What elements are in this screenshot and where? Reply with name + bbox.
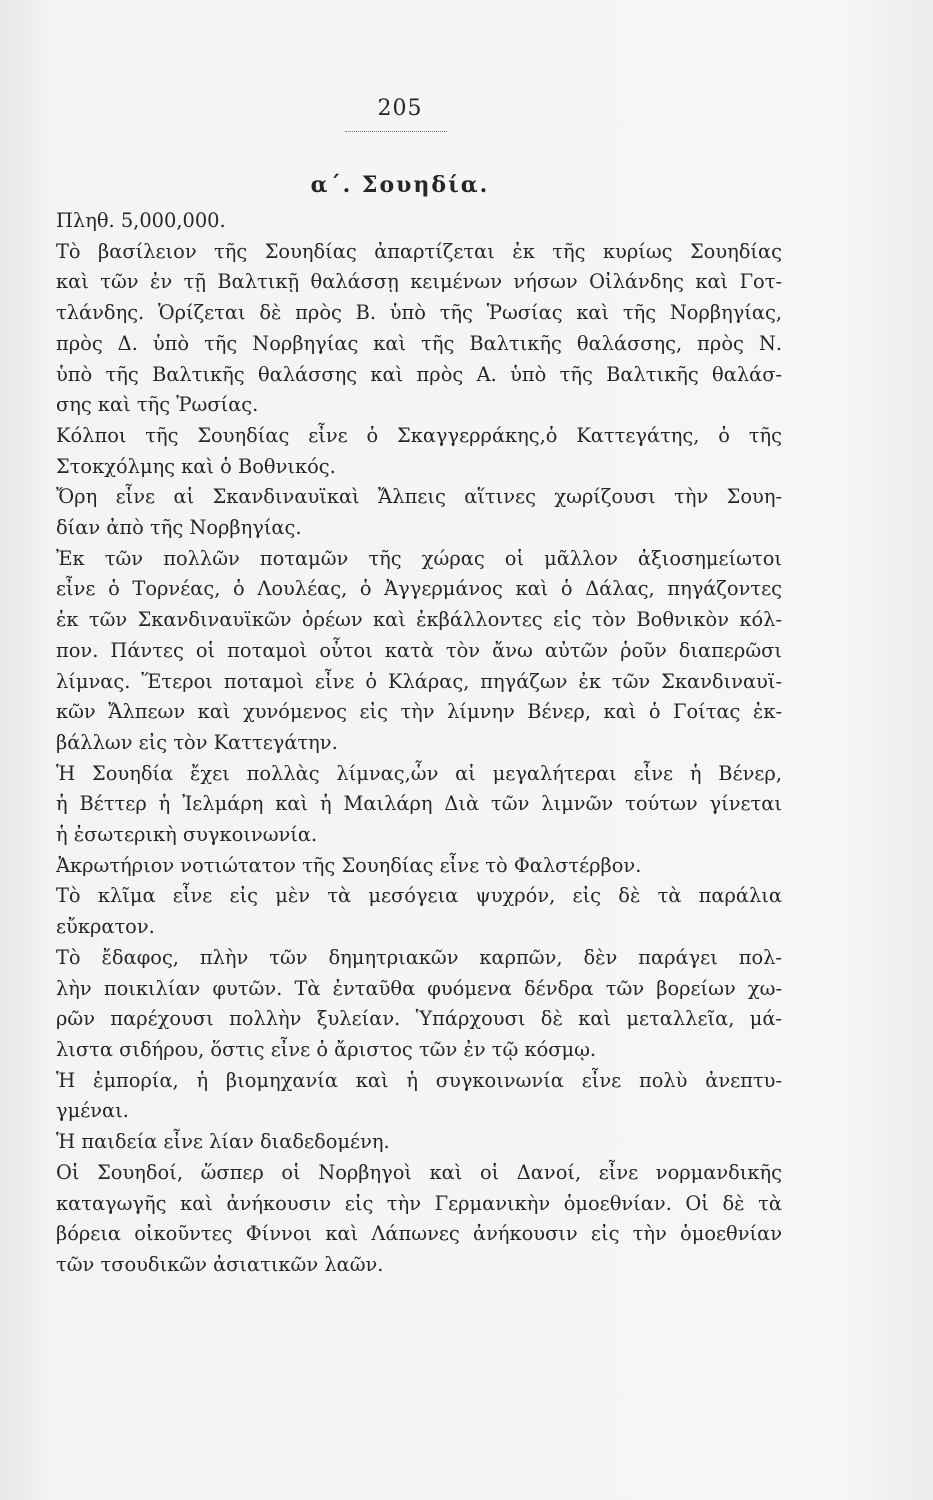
text-line: Τὸ βασίλειον τῆς Σουηδίας ἀπαρτίζεται ἐκ τῆς κυρίως Σουηδίας xyxy=(56,239,782,263)
text-line: τλάνδης. Ὁρίζεται δὲ πρὸς Β. ὑπὸ τῆς Ῥωσίας καὶ τῆς Νορβηγίας, xyxy=(56,301,782,325)
text-line: εἶνε ὁ Τορνέας, ὁ Λουλέας, ὁ Ἀγγερμάνος καὶ ὁ Δάλας, πηγάζοντες xyxy=(56,577,782,601)
text-line: λιστα σιδήρου, ὅστις εἶνε ὁ ἄριστος τῶν ἐν τῷ κόσμῳ. xyxy=(56,1037,597,1061)
text-line: Ἡ ἐμπορία, ἡ βιομηχανία καὶ ἡ συγκοινωνία εἶνε πολὺ ἀνεπτυ- xyxy=(56,1068,782,1092)
header-rule xyxy=(345,131,447,132)
text-line: Ἐκ τῶν πολλῶν ποταμῶν τῆς χώρας οἱ μᾶλλον ἀξιοσημείωτοι xyxy=(56,546,782,570)
page-number: 205 xyxy=(377,96,423,121)
text-line: ὑπὸ τῆς Βαλτικῆς θαλάσσης καὶ πρὸς Α. ὑπὸ τῆς Βαλτικῆς θαλάσ- xyxy=(56,362,782,386)
text-line: σης καὶ τῆς Ῥωσίας. xyxy=(56,393,259,417)
text-line: Τὸ κλῖμα εἶνε εἰς μὲν τὰ μεσόγεια ψυχρόν, εἰς δὲ τὰ παράλια xyxy=(56,884,782,908)
text-line: Ὄρη εἶνε αἱ Σκανδιναυϊκαὶ Ἄλπεις αἵτινες χωρίζουσι τὴν Σουη- xyxy=(56,485,782,509)
text-line: Ἡ παιδεία εἶνε λίαν διαδεδομένη. xyxy=(56,1130,390,1154)
text-line: λὴν ποικιλίαν φυτῶν. Τὰ ἐνταῦθα φυόμενα δένδρα τῶν βορείων χω- xyxy=(56,976,782,1000)
text-line: Ἀκρωτήριον νοτιώτατον τῆς Σουηδίας εἶνε τὸ Φαλστέρβον. xyxy=(56,853,642,877)
text-line: τῶν τσουδικῶν ἀσιατικῶν λαῶν. xyxy=(56,1252,384,1276)
text-line: ἡ ἐσωτερικὴ συγκοινωνία. xyxy=(56,823,318,847)
text-line: πρὸς Δ. ὑπὸ τῆς Νορβηγίας καὶ τῆς Βαλτικῆς θαλάσσης, πρὸς Ν. xyxy=(56,331,782,355)
text-line: ἡ Βέττερ ἡ Ἰελμάρη καὶ ἡ Μαιλάρη Διὰ τῶν λιμνῶν τούτων γίνεται xyxy=(56,792,782,816)
text-line: πον. Πάντες οἱ ποταμοὶ οὗτοι κατὰ τὸν ἄνω αὐτῶν ῥοῦν διαπερῶσι xyxy=(56,638,782,662)
text-line: λίμνας. Ἕτεροι ποταμοὶ εἶνε ὁ Κλάρας, πηγάζων ἐκ τῶν Σκανδιναυϊ- xyxy=(56,669,782,693)
text-line: Ἡ Σουηδία ἔχει πολλὰς λίμνας,ὧν αἱ μεγαλήτεραι εἶνε ἡ Βένερ, xyxy=(56,761,782,785)
text-line: καταγωγῆς καὶ ἀνήκουσιν εἰς τὴν Γερμανικὴν ὁμοεθνίαν. Οἱ δὲ τὰ xyxy=(56,1191,782,1215)
text-line: κῶν Ἄλπεων καὶ χυνόμενος εἰς τὴν λίμνην Βένερ, καὶ ὁ Γοίτας ἐκ- xyxy=(56,700,782,724)
body-text xyxy=(56,206,782,1281)
text-line: βόρεια οἰκοῦντες Φίννοι καὶ Λάπωνες ἀνήκουσιν εἰς τὴν ὁμοεθνίαν xyxy=(56,1222,782,1246)
text-line: Στοκχόλμης καὶ ὁ Βοθνικός. xyxy=(56,454,336,478)
text-line: εὔκρατον. xyxy=(56,915,155,939)
chapter-title: α΄. Σουηδία. xyxy=(310,172,490,198)
text-line: δίαν ἀπὸ τῆς Νορβηγίας. xyxy=(56,516,302,540)
text-line: Τὸ ἔδαφος, πλὴν τῶν δημητριακῶν καρπῶν, δὲν παράγει πολ- xyxy=(56,945,782,969)
text-line: καὶ τῶν ἐν τῇ Βαλτικῇ θαλάσσῃ κειμένων νήσων Οἰλάνδης καὶ Γοτ- xyxy=(56,270,782,294)
text-line: ρῶν παρέχουσι πολλὴν ξυλείαν. Ὑπάρχουσι δὲ καὶ μεταλλεῖα, μά- xyxy=(56,1007,782,1031)
text-line: βάλλων εἰς τὸν Καττεγάτην. xyxy=(56,730,338,754)
text-line: ἐκ τῶν Σκανδιναυϊκῶν ὀρέων καὶ ἐκβάλλοντες εἰς τὸν Βοθνικὸν κόλ- xyxy=(56,608,782,632)
text-line: Κόλποι τῆς Σουηδίας εἶνε ὁ Σκαγγερράκης,ὁ Καττεγάτης, ὁ τῆς xyxy=(56,423,782,447)
text-line: Πληθ. 5,000,000. xyxy=(56,209,226,232)
text-line: γμέναι. xyxy=(56,1099,129,1123)
text-line: Οἱ Σουηδοί, ὥσπερ οἱ Νορβηγοὶ καὶ οἱ Δανοί, εἶνε νορμανδικῆς xyxy=(56,1160,782,1184)
